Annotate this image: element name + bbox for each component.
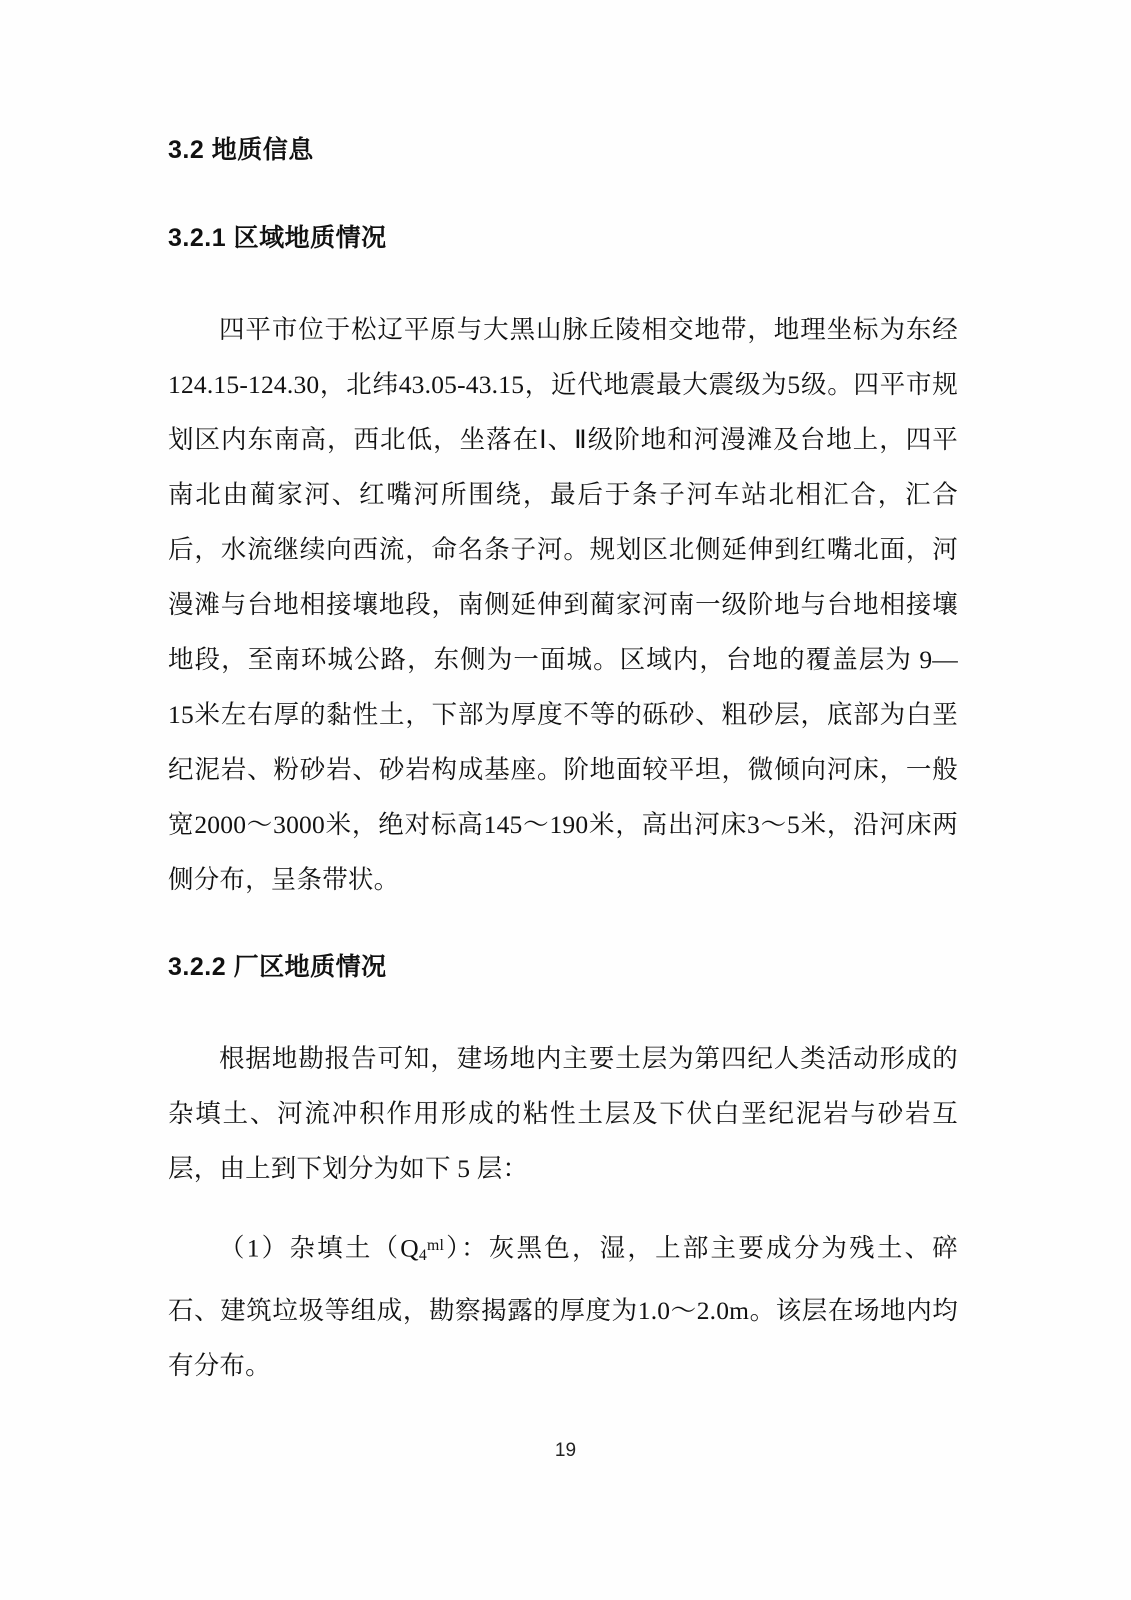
- layer-1-suffix: ）：灰黑色，湿，上部主要成分为残土、碎 石、建筑垃圾等组成，勘察揭露的厚度为1.0～2.0m。该层在场地内均有分布。: [168, 1233, 958, 1381]
- layer-1-prefix: （1）杂填土（Q: [219, 1233, 419, 1263]
- layer-1-subscript: 4: [418, 1247, 428, 1265]
- paragraph-region-geology: 四平市位于松辽平原与大黑山脉丘陵相交地带，地理坐标为东经124.15-124.30，北纬43.05-43.15，近代地震最大震级为5级。四平市规划区内东南高，西北低，坐落在Ⅰ、Ⅱ级阶地和河漫滩及台地上，四平南北由蔺家河、红嘴河所围绕，最后于条子河车站北相汇合，汇合后，水流继续向西流，命名条子河。规划区北侧延伸到红嘴北面，河漫滩与台地相接壤地段，南侧延伸到蔺家河南一级阶地与台地相接壤地段，至南环城公路，东侧为一面城。区域内，台地的覆盖层为 9—15米左右厚的黏性土，下部为厚度不等的砾砂、粗砂层，底部为白垩纪泥岩、粉砂岩、砂岩构成基座。阶地面较平坦，微倾向河床，一般宽2000～3000米，绝对标高145～190米，高出河床3～5米，沿河床两侧分布，呈条带状。: [168, 315, 958, 894]
- spacer: [168, 983, 958, 1031]
- paragraph-layer-1: [168, 1218, 958, 1393]
- heading-3-2-1-number: 3.2.1: [168, 224, 227, 252]
- spacer: [168, 907, 958, 947]
- heading-3-2-2-title: 厂区地质情况: [233, 953, 387, 981]
- layer-1-superscript: ml: [427, 1237, 445, 1254]
- heading-3-2-1: [168, 218, 958, 254]
- heading-3-2-number: 3.2: [168, 136, 205, 164]
- heading-3-2: [168, 130, 958, 166]
- heading-3-2-2: [168, 947, 958, 983]
- spacer: [168, 166, 958, 218]
- heading-3-2-title: 地质信息: [211, 136, 314, 164]
- paragraph-site-geology: 根据地勘报告可知，建场地内主要土层为第四纪人类活动形成的杂填土、河流冲积作用形成的粘性土层及下伏白垩纪泥岩与砂岩互层，由上到下划分为如下 5 层：: [168, 1044, 958, 1183]
- spacer: [168, 1196, 958, 1218]
- page-number: 19: [554, 1440, 577, 1461]
- spacer: [168, 254, 958, 302]
- heading-3-2-2-number: 3.2.2: [168, 953, 227, 981]
- page-content: [168, 130, 958, 1393]
- heading-3-2-1-title: 区域地质情况: [233, 224, 387, 252]
